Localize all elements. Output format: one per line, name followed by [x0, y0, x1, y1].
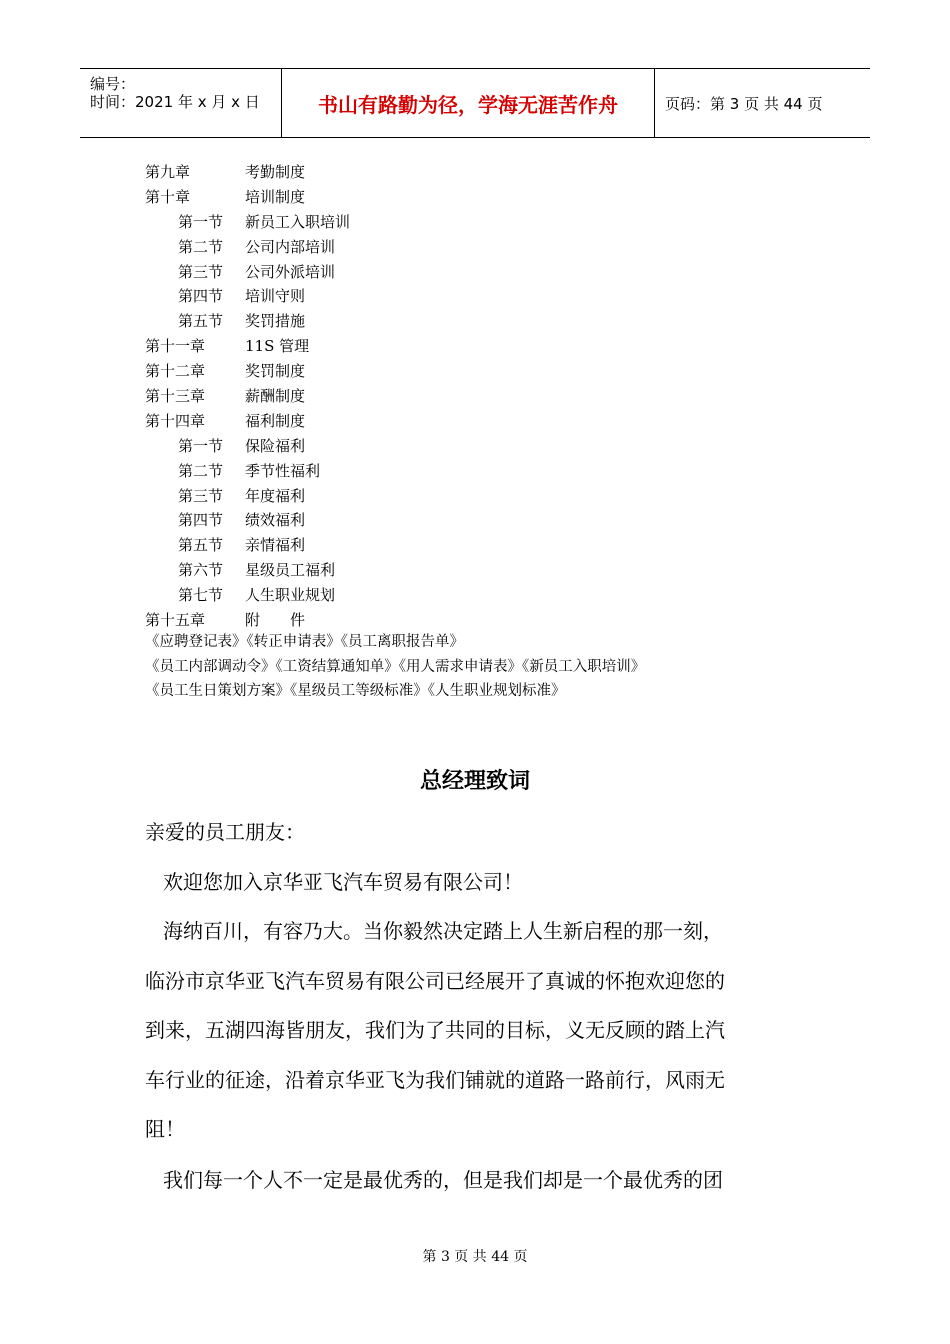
toc-number: 第一节 — [178, 436, 224, 455]
header-divider — [654, 69, 655, 137]
toc-number: 第十一章 — [145, 337, 206, 356]
toc-number: 第一节 — [178, 212, 224, 231]
toc-number: 第五节 — [178, 312, 224, 331]
paragraph-line: 车行业的征途，沿着京华亚飞为我们铺就的道路一路前行，风雨无 — [145, 1067, 725, 1092]
page-footer: 第 3 页 共 44 页 — [422, 1249, 528, 1265]
toc-number: 第十四章 — [145, 411, 206, 430]
toc-number: 第七节 — [178, 586, 224, 605]
toc-title: 季节性福利 — [245, 461, 321, 480]
toc-title: 星级员工福利 — [245, 561, 336, 580]
toc-number: 第二节 — [178, 461, 224, 480]
toc-title: 保险福利 — [245, 436, 306, 455]
toc-title: 绩效福利 — [245, 511, 306, 530]
paragraph-line: 海纳百川，有容乃大。当你毅然决定踏上人生新启程的那一刻， — [163, 919, 723, 943]
paragraph-line: 阻！ — [145, 1117, 185, 1141]
toc-title: 年度福利 — [245, 486, 306, 505]
speech-paragraph-1 — [145, 907, 825, 1155]
attachment-line: 《员工内部调动令》《工资结算通知单》《用人需求申请表》《新员工入职培训》 — [145, 658, 646, 675]
header-info-cell — [80, 69, 281, 137]
toc-number: 第六节 — [178, 561, 224, 580]
toc-number: 第九章 — [145, 163, 191, 181]
number-label: 编号： — [90, 75, 136, 93]
toc-number: 第十三章 — [145, 387, 206, 406]
toc-title: 亲情福利 — [245, 536, 306, 555]
speech-greeting: 亲爱的员工朋友： — [145, 820, 305, 844]
toc-title: 福利制度 — [245, 411, 306, 430]
toc-title: 附 件 — [245, 611, 306, 630]
toc-title: 公司内部培训 — [245, 237, 336, 256]
toc-number: 第四节 — [178, 511, 224, 530]
toc-title: 新员工入职培训 — [245, 212, 351, 231]
toc-number: 第十五章 — [145, 611, 206, 630]
toc-number: 第五节 — [178, 536, 224, 555]
toc-number: 第二节 — [178, 237, 224, 256]
toc-number: 第十章 — [145, 187, 191, 206]
toc-title: 培训制度 — [245, 187, 306, 206]
toc-title: 公司外派培训 — [245, 262, 336, 281]
header-motto: 书山有路勤为径，学海无涯苦作舟 — [318, 92, 618, 117]
speech-paragraph-2 — [145, 1156, 825, 1206]
toc-title: 奖罚制度 — [245, 362, 306, 381]
attachment-line: 《应聘登记表》《转正申请表》《员工离职报告单》 — [145, 634, 464, 650]
toc-title: 奖罚措施 — [245, 312, 306, 331]
page-header — [80, 68, 870, 138]
paragraph-line: 临汾市京华亚飞汽车贸易有限公司已经展开了真诚的怀抱欢迎您的 — [145, 968, 725, 993]
attachment-line: 《员工生日策划方案》《星级员工等级标准》《人生职业规划标准》 — [145, 683, 566, 699]
toc-number: 第四节 — [178, 287, 224, 306]
toc-title: 11S 管理 — [245, 337, 310, 356]
toc-number: 第三节 — [178, 262, 224, 281]
toc-title: 人生职业规划 — [245, 586, 336, 605]
paragraph-line: 我们每一个人不一定是最优秀的，但是我们却是一个最优秀的团 — [163, 1168, 723, 1192]
toc-number: 第十二章 — [145, 362, 206, 381]
toc-title: 培训守则 — [245, 287, 306, 306]
time-label: 时间：2021 年 x 月 x 日 — [90, 93, 260, 111]
toc-number: 第三节 — [178, 486, 224, 505]
toc-title: 薪酬制度 — [245, 387, 306, 406]
speech-title: 总经理致词 — [419, 769, 530, 794]
toc-title: 考勤制度 — [245, 163, 306, 181]
paragraph-line: 到来，五湖四海皆朋友，我们为了共同的目标，义无反顾的踏上汽 — [145, 1018, 725, 1042]
header-page-label: 页码：第 3 页 共 44 页 — [665, 95, 823, 113]
speech-welcome: 欢迎您加入京华亚飞汽车贸易有限公司！ — [163, 870, 523, 894]
